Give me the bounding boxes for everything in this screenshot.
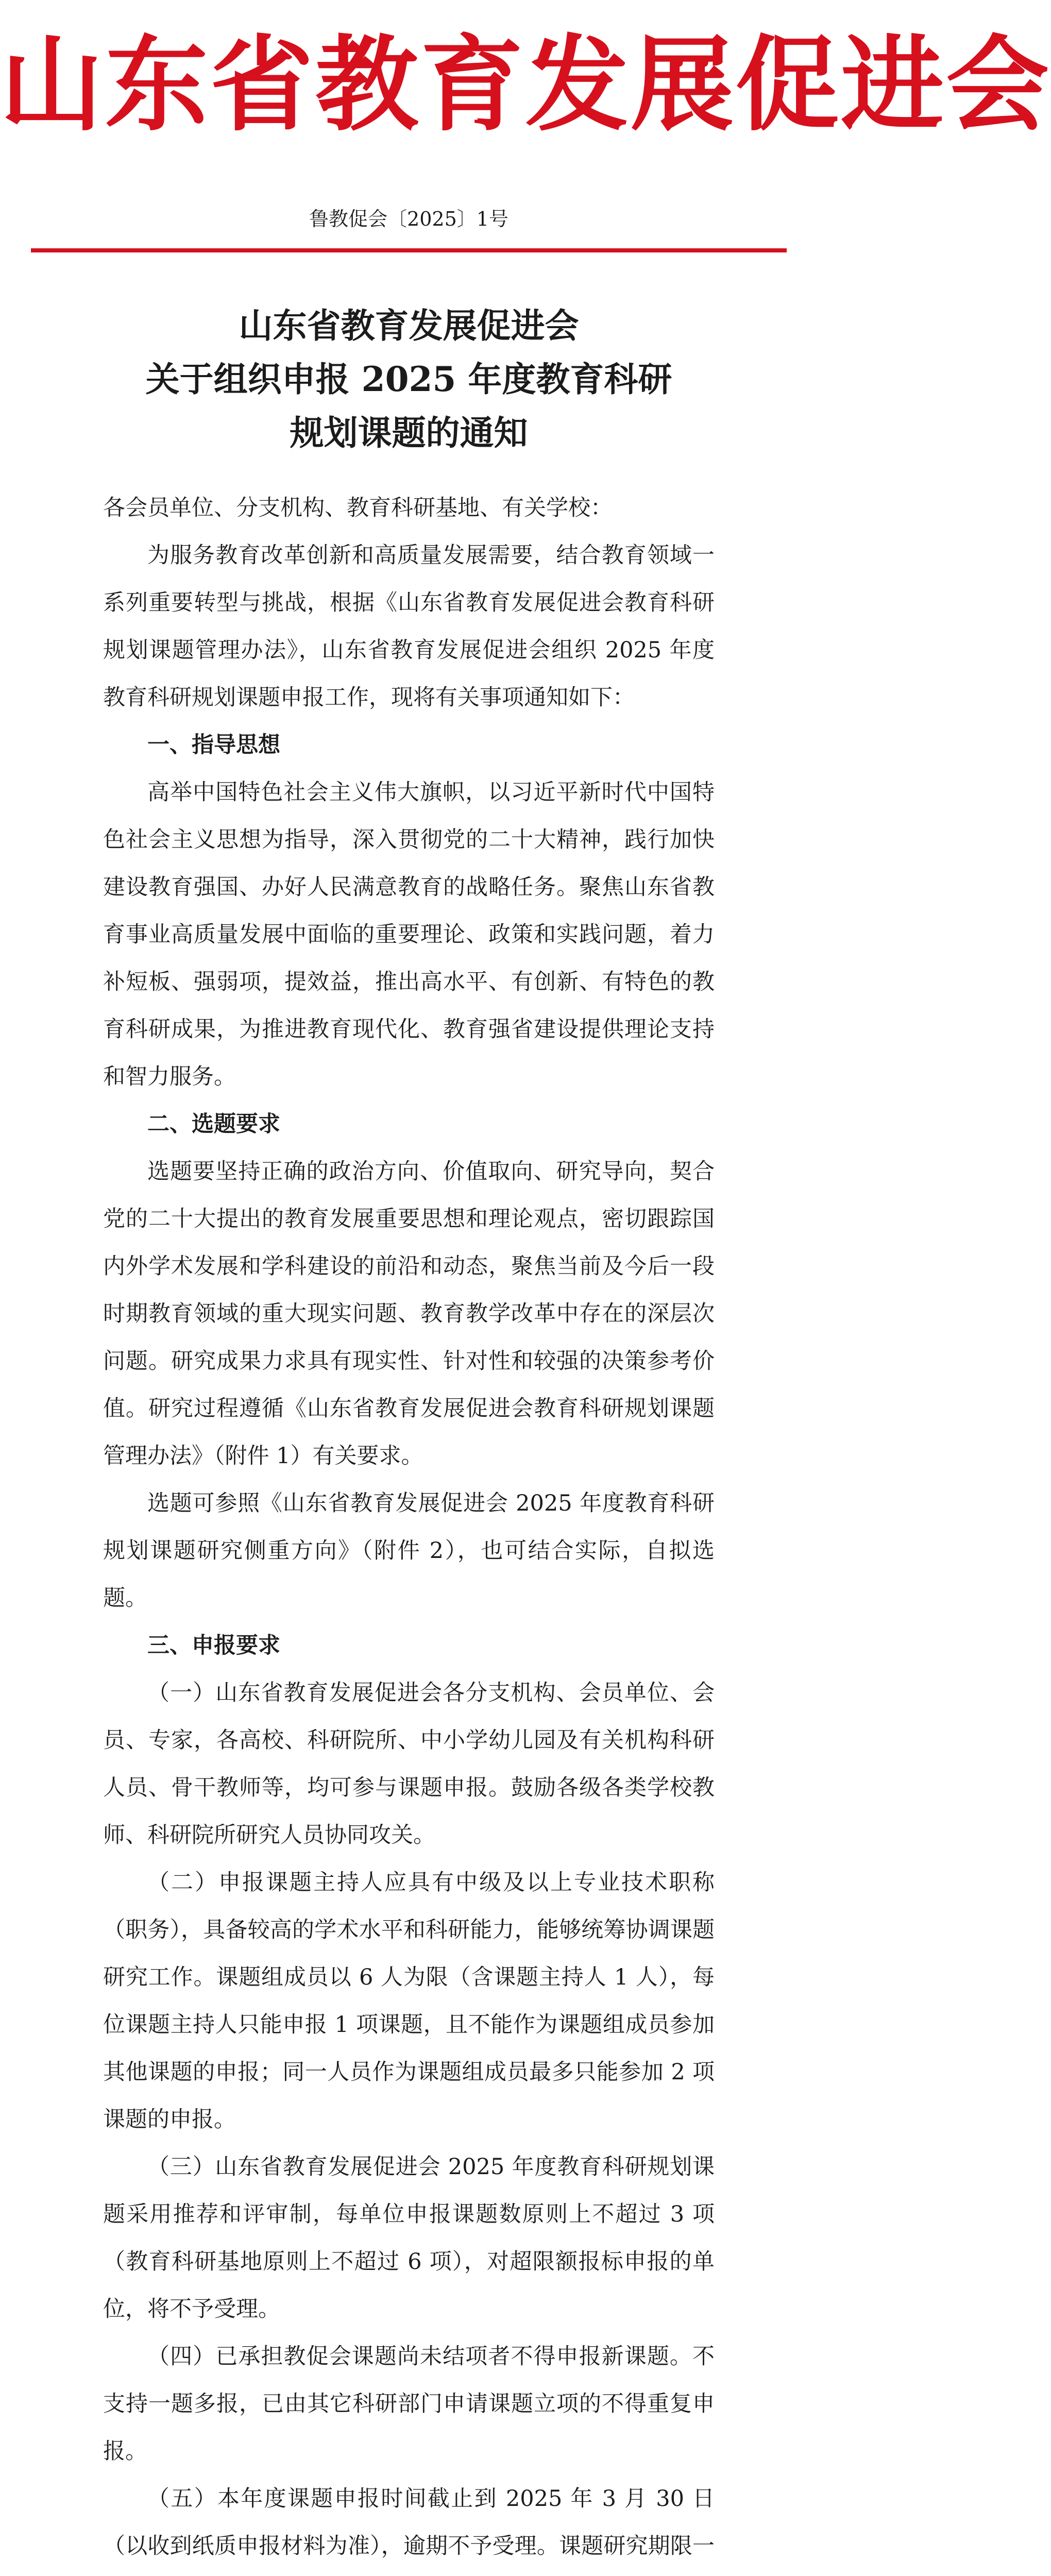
title-line-1: 山东省教育发展促进会	[239, 306, 579, 346]
title-line-3: 规划课题的通知	[290, 413, 528, 453]
section3-paragraph: （四）已承担教促会课题尚未结项者不得申报新课题。不支持一题多报，已由其它科研部门申请课题立项的不得重复申报。	[103, 2344, 715, 2464]
notice-body	[103, 484, 715, 2576]
title-line-2: 关于组织申报 2025 年度教育科研	[145, 359, 672, 399]
red-divider-line	[31, 248, 787, 252]
section2-paragraph: 选题要坚持正确的政治方向、价值取向、研究导向，契合党的二十大提出的教育发展重要思想和理论观点，密切跟踪国内外学术发展和学科建设的前沿和动态，聚焦当前及今后一段时期教育领域的重大现实问题、教育教学改革中存在的深层次问题。研究成果力求具有现实性、针对性和较强的决策参考价值。研究过程遵循《山东省教育发展促进会教育科研规划课题管理办法》（附件 1）有关要求。	[103, 1159, 715, 1469]
notice-title	[0, 299, 818, 460]
section3-paragraph: （三）山东省教育发展促进会 2025 年度教育科研规划课题采用推荐和评审制，每单位申报课题数原则上不超过 3 项（教育科研基地原则上不超过 6 项），对超限额报标申报的单位，将不予受理。	[103, 2154, 715, 2322]
section3-paragraph: （一）山东省教育发展促进会各分支机构、会员单位、会员、专家，各高校、科研院所、中小学幼儿园及有关机构科研人员、骨干教师等，均可参与课题申报。鼓励各级各类学校教师、科研院所研究人员协同攻关。	[103, 1680, 715, 1848]
intro-paragraph: 为服务教育改革创新和高质量发展需要，结合教育领域一系列重要转型与挑战，根据《山东省教育发展促进会教育科研规划课题管理办法》，山东省教育发展促进会组织 2025 年度教育科研规划课题申报工作，现将有关事项通知如下：	[103, 543, 715, 710]
section3-paragraph: （二）申报课题主持人应具有中级及以上专业技术职称（职务），具备较高的学术水平和科研能力，能够统筹协调课题研究工作。课题组成员以 6 人为限（含课题主持人 1 人），每位课题主持人只能申报 1 项课题，且不能作为课题组成员参加其他课题的申报；同一人员作为课题组成员最多只能参加 2 项课题的申报。	[103, 1870, 715, 2132]
salutation: 各会员单位、分支机构、教育科研基地、有关学校：	[103, 495, 613, 521]
masthead-title: 山东省教育发展促进会	[0, 24, 1051, 145]
section1-paragraph: 高举中国特色社会主义伟大旗帜，以习近平新时代中国特色社会主义思想为指导，深入贯彻党的二十大精神，践行加快建设教育强国、办好人民满意教育的战略任务。聚焦山东省教育事业高质量发展中面临的重要理论、政策和实践问题，着力补短板、强弱项，提效益，推出高水平、有创新、有特色的教育科研成果，为推进教育现代化、教育强省建设提供理论支持和智力服务。	[103, 779, 715, 1090]
section-heading-topic-requirements: 二、选题要求	[147, 1111, 280, 1137]
section-heading-application-requirements: 三、申报要求	[147, 1633, 280, 1658]
section-heading-guiding-ideology: 一、指导思想	[147, 732, 280, 758]
section3-paragraph: （五）本年度课题申报时间截止到 2025 年 3 月 30 日（以收到纸质申报材料为准），逾期不予受理。课题研究期限一	[103, 2486, 715, 2559]
document-number: 鲁教促会〔2025〕1号	[309, 208, 508, 230]
section2-paragraph: 选题可参照《山东省教育发展促进会 2025 年度教育科研规划课题研究侧重方向》（附件 2），也可结合实际，自拟选题。	[103, 1490, 715, 1611]
